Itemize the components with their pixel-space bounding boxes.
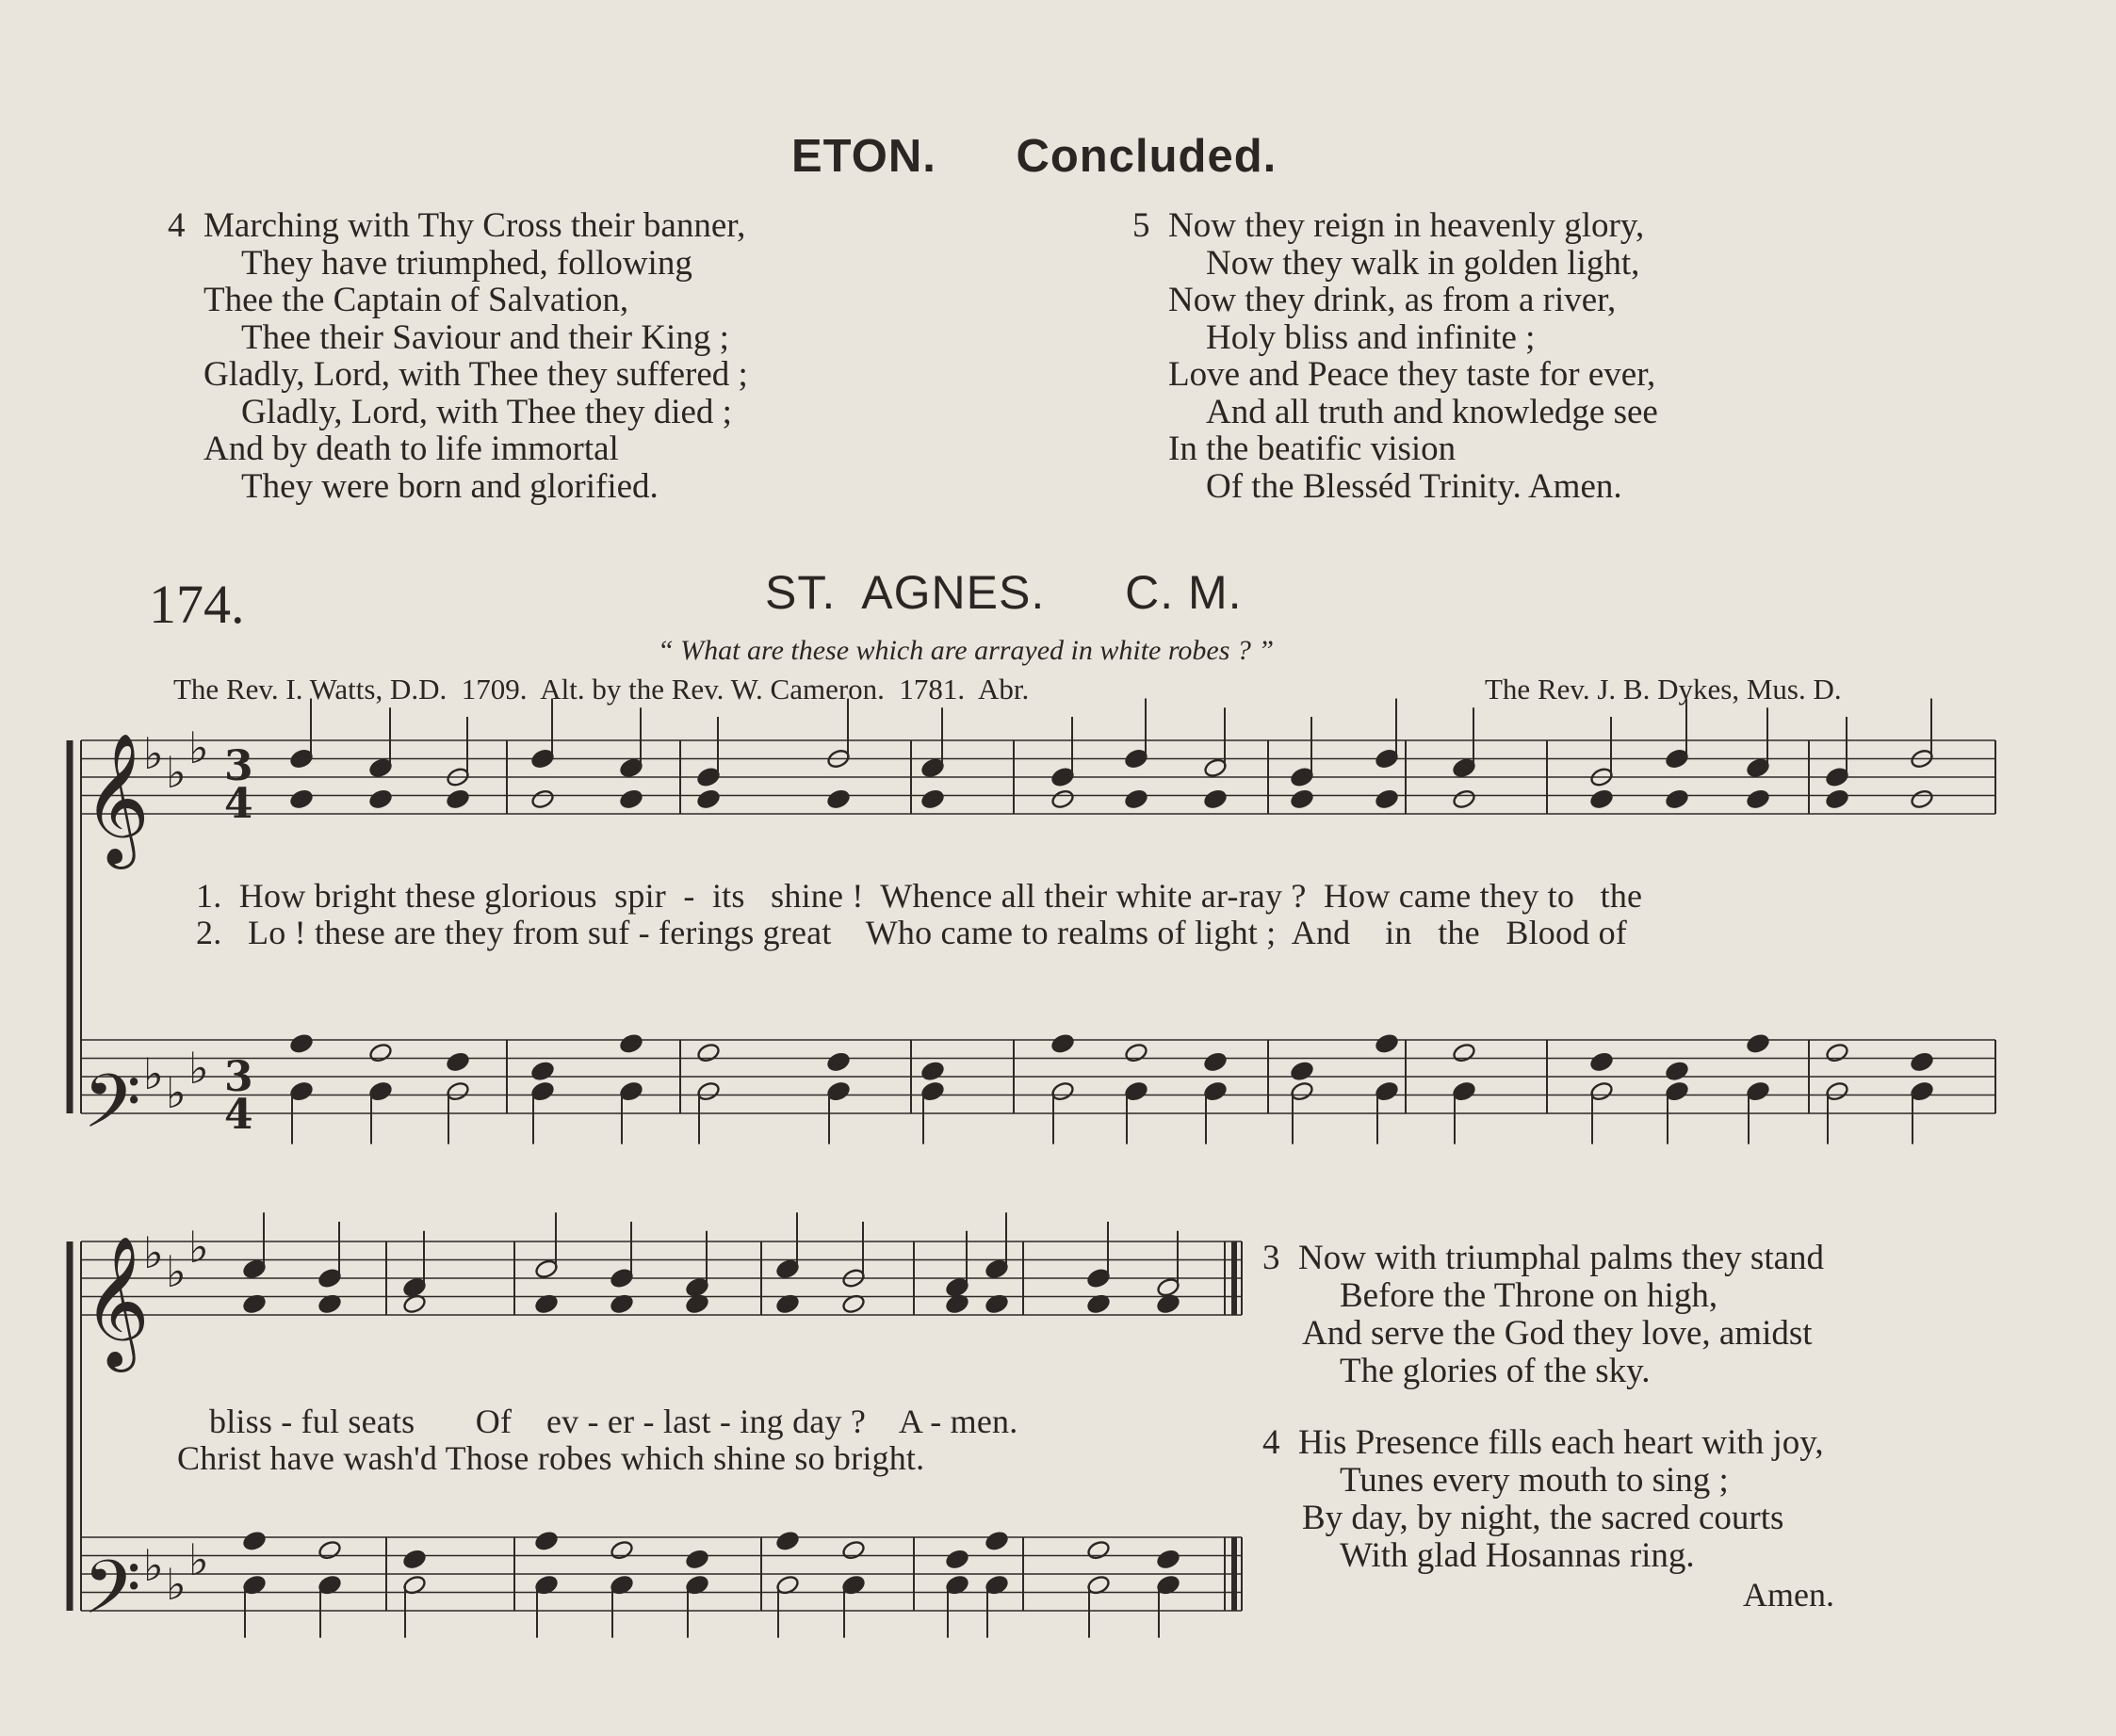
- notehead: [1375, 1032, 1399, 1054]
- notehead: [1124, 788, 1148, 810]
- notehead: [530, 1061, 555, 1082]
- verse-number: 5: [1132, 206, 1150, 245]
- verse-line: Thee their Saviour and their King ;: [241, 317, 729, 357]
- notehead: [610, 1539, 634, 1561]
- verse-line: Now they walk in golden light,: [1206, 243, 1640, 283]
- eton-title-name: ETON.: [791, 131, 936, 182]
- notehead: [1746, 788, 1770, 810]
- notehead: [368, 1042, 393, 1063]
- svg-text:♭: ♭: [143, 1227, 164, 1278]
- notehead: [920, 1061, 945, 1082]
- notehead: [289, 1032, 314, 1054]
- verse-line: They have triumphed, following: [241, 243, 692, 283]
- notehead: [1910, 1051, 1934, 1073]
- hymn-verse-4: [1262, 1424, 1824, 1575]
- notehead: [1124, 1042, 1148, 1063]
- notehead: [1665, 1061, 1689, 1082]
- notehead: [696, 1042, 721, 1063]
- verse-line: Holy bliss and infinite ;: [1206, 317, 1536, 357]
- notehead: [920, 788, 945, 810]
- eton-title-subtitle: Concluded.: [1016, 131, 1278, 182]
- time-signature-lower: 4: [224, 1091, 253, 1139]
- svg-text:♭: ♭: [188, 1534, 209, 1585]
- verse-line: Thee the Captain of Salvation,: [203, 281, 629, 319]
- hymn-verse-3: [1262, 1240, 1824, 1390]
- hymn-author: The Rev. I. Watts, D.D. 1709. Alt. by the Rev. W. Cameron. 1781. Abr.: [173, 673, 1030, 706]
- notehead: [534, 1530, 559, 1551]
- notehead: [242, 1530, 267, 1551]
- verse-line: His Presence fills each heart with joy,: [1298, 1423, 1824, 1462]
- verse-line: Love and Peace they taste for ever,: [1168, 355, 1656, 394]
- notehead: [945, 1549, 969, 1570]
- verse-line: Gladly, Lord, with Thee they suffered ;: [203, 355, 748, 394]
- notehead: [1203, 1051, 1228, 1073]
- verse-line: Of the Blesséd Trinity. Amen.: [1206, 466, 1622, 506]
- notehead: [530, 788, 555, 810]
- notehead: [619, 1032, 643, 1054]
- svg-text:♭: ♭: [188, 1222, 209, 1273]
- svg-text:♭: ♭: [166, 747, 187, 798]
- hymn-epigraph: “ What are these which are arrayed in white robes ? ”: [658, 635, 1275, 666]
- svg-text:♭: ♭: [166, 1559, 187, 1610]
- svg-text:♭: ♭: [188, 722, 209, 773]
- verse-number: 4: [168, 206, 186, 245]
- notehead: [841, 1539, 866, 1561]
- notehead: [402, 1549, 427, 1570]
- time-signature-upper: 3: [224, 742, 253, 790]
- notehead: [1589, 1051, 1614, 1073]
- verse-line: Gladly, Lord, with Thee they died ;: [241, 392, 732, 431]
- notehead: [1203, 788, 1228, 810]
- closing-amen: Amen.: [1743, 1576, 1834, 1614]
- notehead: [1375, 788, 1399, 810]
- verse-line: And all truth and knowledge see: [1206, 392, 1658, 431]
- notehead: [1156, 1549, 1180, 1570]
- verse-line: Now with triumphal palms they stand: [1298, 1239, 1825, 1277]
- svg-text:♭: ♭: [143, 1048, 164, 1099]
- verse-line: And by death to life immortal: [203, 430, 619, 468]
- notehead: [1452, 1042, 1476, 1063]
- notehead: [368, 788, 393, 810]
- verse-line: And serve the God they love, amidst: [1302, 1314, 1813, 1353]
- verse-line: With glad Hosannas ring.: [1340, 1536, 1695, 1575]
- hymn-composer: The Rev. J. B. Dykes, Mus. D.: [1485, 673, 1842, 706]
- notehead: [446, 788, 470, 810]
- notehead: [985, 1530, 1009, 1551]
- hymn-number: 174.: [149, 574, 245, 635]
- svg-text:♭: ♭: [188, 1043, 209, 1094]
- notehead: [1050, 1032, 1075, 1054]
- notehead: [1452, 788, 1476, 810]
- time-signature-lower: 4: [224, 780, 253, 828]
- notehead: [1746, 1032, 1770, 1054]
- notehead: [1910, 788, 1934, 810]
- verse-line: In the beatific vision: [1168, 430, 1457, 468]
- hymn-tune-name: ST. AGNES.: [765, 566, 1046, 619]
- notehead: [317, 1539, 342, 1561]
- verse-number: 3: [1262, 1239, 1280, 1277]
- notehead: [1825, 1042, 1849, 1063]
- notehead: [289, 788, 314, 810]
- notehead: [826, 788, 851, 810]
- verse-line: Now they reign in heavenly glory,: [1168, 206, 1645, 245]
- notehead: [1086, 1539, 1111, 1561]
- verse-line: Before the Throne on high,: [1340, 1276, 1718, 1315]
- notehead: [1050, 788, 1075, 810]
- svg-text:𝄢: 𝄢: [83, 1058, 141, 1163]
- svg-text:𝄢: 𝄢: [83, 1544, 141, 1649]
- svg-text:♭: ♭: [166, 1246, 187, 1297]
- notehead: [1589, 788, 1614, 810]
- svg-text:♭: ♭: [166, 1067, 187, 1118]
- svg-text:♭: ♭: [143, 1540, 164, 1591]
- notehead: [1665, 788, 1689, 810]
- lyric-line-verse-1: 1. How bright these glorious spir - its shine ! Whence all their white ar-ray ? How came they to the: [196, 877, 1643, 915]
- notehead: [826, 1051, 851, 1073]
- svg-text:𝄞: 𝄞: [83, 733, 150, 864]
- notehead: [1290, 788, 1314, 810]
- svg-text:𝄞: 𝄞: [83, 1236, 150, 1367]
- lyric-line-verse-2: Christ have wash'd Those robes which shine so bright.: [177, 1439, 925, 1477]
- verse-line: They were born and glorified.: [241, 466, 659, 506]
- verse-line: Marching with Thy Cross their banner,: [203, 206, 746, 245]
- notehead: [685, 1549, 709, 1570]
- notehead: [696, 788, 721, 810]
- svg-text:♭: ♭: [143, 728, 164, 779]
- lyric-line-verse-1: bliss - ful seats Of ev - er - last - ing day ? A - men.: [209, 1403, 1018, 1440]
- notehead: [619, 788, 643, 810]
- verse-line: The glories of the sky.: [1340, 1352, 1651, 1390]
- lyric-line-verse-2: 2. Lo ! these are they from suf - ferings great Who came to realms of light ; And in the Blood of: [196, 914, 1627, 951]
- verse-line: By day, by night, the sacred courts: [1302, 1499, 1784, 1537]
- notehead: [1825, 788, 1849, 810]
- verse-number: 4: [1262, 1423, 1280, 1462]
- notehead: [1290, 1061, 1314, 1082]
- time-signature-upper: 3: [224, 1053, 253, 1101]
- hymn-meter: C. M.: [1125, 566, 1243, 619]
- verse-line: Now they drink, as from a river,: [1168, 281, 1617, 319]
- treble-clef-icon: [83, 733, 150, 1372]
- notehead: [446, 1051, 470, 1073]
- notehead: [775, 1530, 800, 1551]
- verse-line: Tunes every mouth to sing ;: [1340, 1461, 1729, 1500]
